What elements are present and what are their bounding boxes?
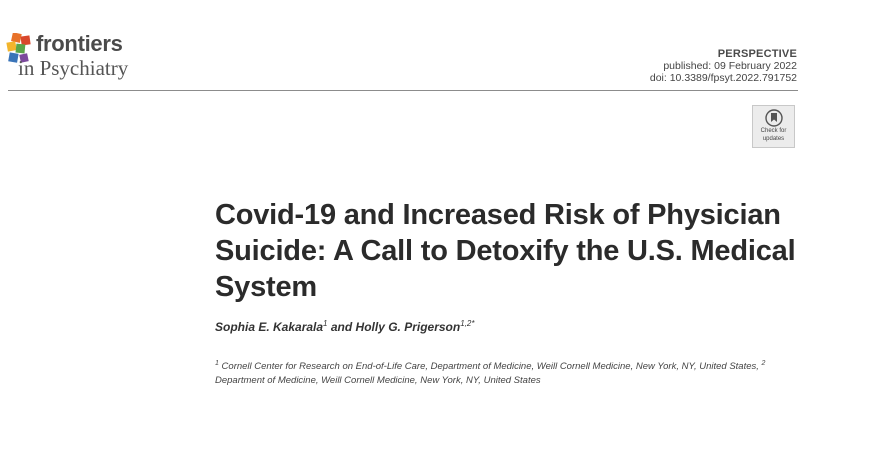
affiliation-marker: 1 [215, 360, 219, 367]
affiliation-text: Cornell Center for Research on End-of-Life Care, Department of Medicine, Weill Cornell Medicine, New York, NY, United States, [221, 361, 759, 373]
affiliation-list [215, 357, 775, 388]
journal-name: in Psychiatry [18, 56, 129, 80]
check-for-updates-line2: updates [762, 136, 785, 142]
header-divider [8, 90, 798, 91]
check-for-updates-line1: Check for [760, 128, 787, 134]
bookmark-check-icon [765, 109, 783, 127]
author-affiliation-marker: 1,2* [460, 319, 475, 328]
author-list [215, 319, 474, 334]
journal-logo[interactable] [6, 30, 176, 86]
affiliation-marker: 2 [761, 360, 766, 367]
author-name[interactable]: Holly G. Prigerson [355, 320, 461, 334]
doi-link[interactable]: doi: 10.3389/fpsyt.2022.791752 [649, 72, 797, 84]
check-for-updates-button[interactable] [752, 105, 795, 148]
author-join: and [330, 320, 353, 334]
article-meta [650, 48, 797, 84]
article-type: PERSPECTIVE [717, 48, 797, 60]
article-title: Covid-19 and Increased Risk of Physician Suicide: A Call to Detoxify the U.S. Medical System [215, 199, 796, 303]
author-name[interactable]: Sophia E. Kakarala [215, 320, 324, 334]
journal-brand: frontiers [36, 31, 123, 56]
affiliation-text: Department of Medicine, Weill Cornell Medicine, New York, NY, United States [215, 375, 541, 387]
author-affiliation-marker: 1 [323, 319, 328, 328]
published-date: published: 09 February 2022 [663, 60, 797, 72]
